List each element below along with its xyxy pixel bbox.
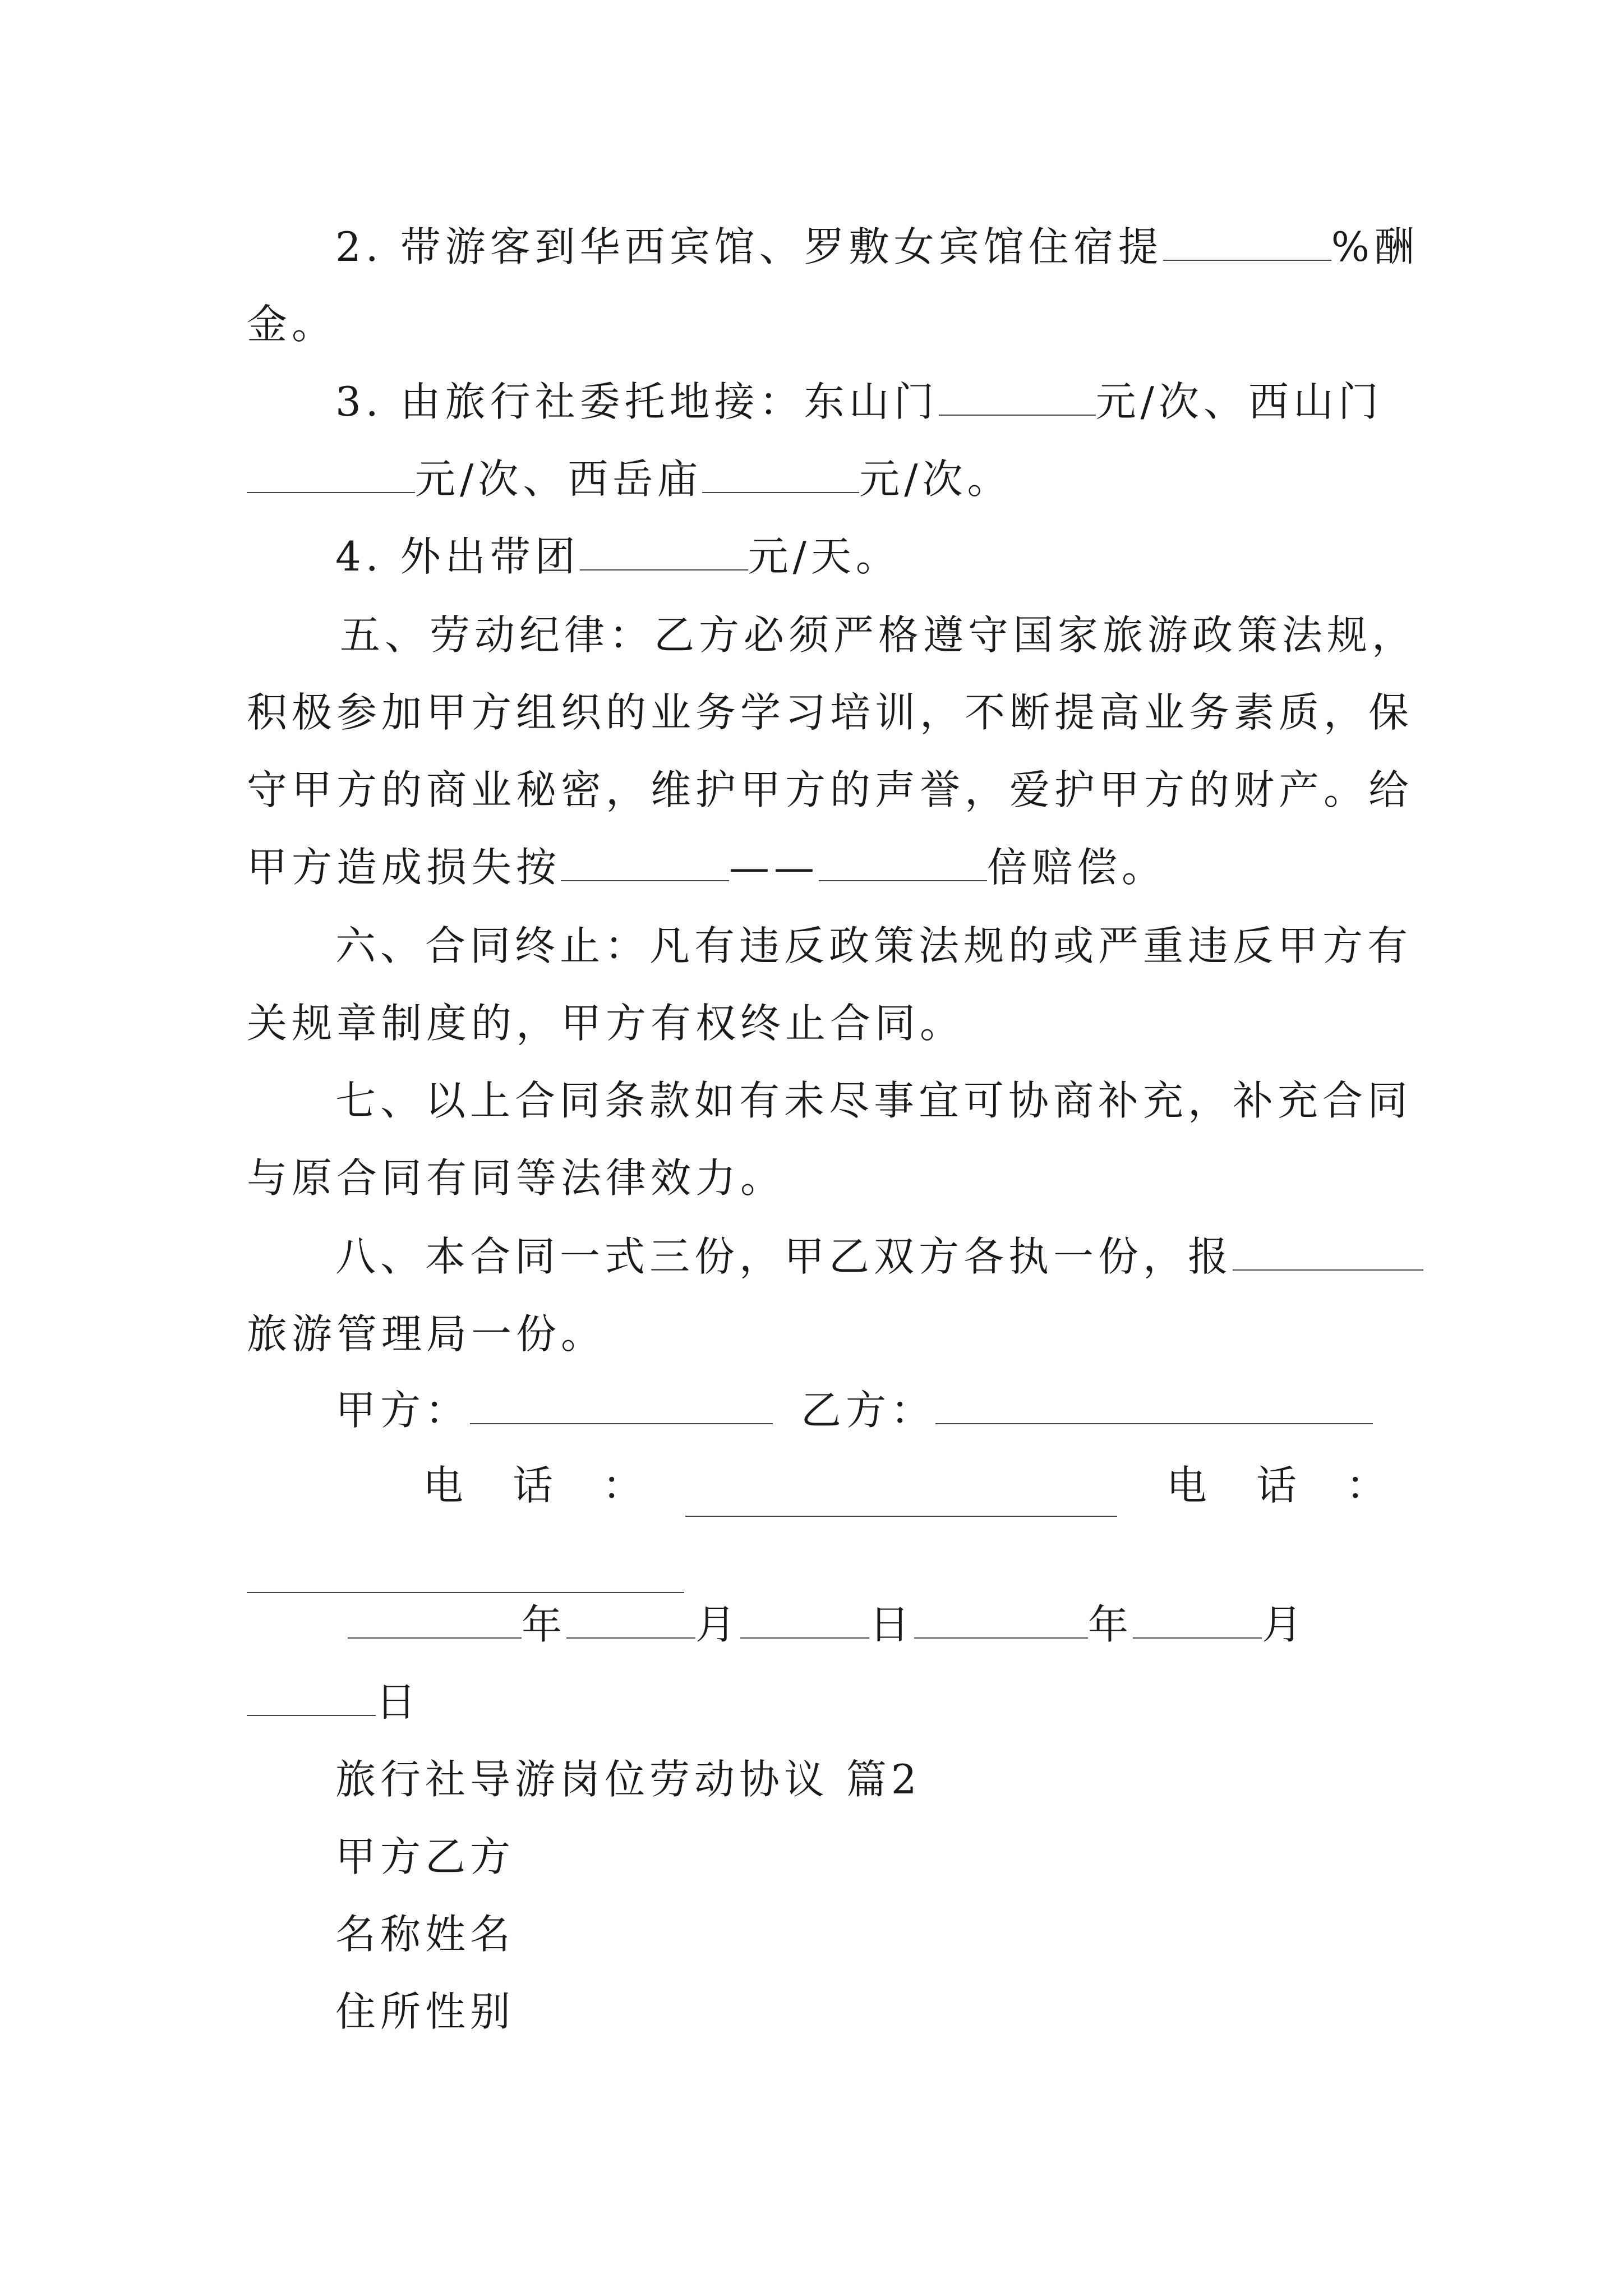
part2-title-text: 旅行社导游岗位劳动协议 篇2: [335, 1756, 921, 1803]
date-a-month-label: 月: [695, 1601, 741, 1648]
date-row-2: [247, 1674, 421, 1730]
part2-row1: [335, 1829, 515, 1885]
section5-text4a: 甲方造成损失按: [247, 844, 561, 891]
commission-blank[interactable]: [1163, 226, 1331, 261]
phone-b-label-row: [1166, 1457, 1391, 1513]
phone-a-label: 电 话 ：: [423, 1462, 648, 1509]
section5-text3: 守甲方的商业秘密，维护甲方的声誉，爱护甲方的财产。给: [247, 766, 1414, 813]
item3-text-b: 元/次、西山门: [1095, 378, 1383, 425]
item4-text-a: 4. 外出带团: [335, 533, 580, 580]
section5-text4b: 倍赔偿。: [987, 844, 1167, 891]
part2-row3-text: 住所性别: [335, 1988, 515, 2035]
date-b-year-field[interactable]: [914, 1604, 1088, 1639]
xishanmen-fee-blank[interactable]: [247, 458, 415, 493]
tour-daily-fee-blank[interactable]: [580, 536, 748, 570]
item3-line2: [247, 451, 1012, 507]
item2-line1: [335, 219, 1419, 275]
item3-text-a: 3. 由旅行社委托地接：东山门: [335, 378, 939, 425]
item3-text-d: 元/次。: [859, 455, 1012, 503]
date-a-day-label: 日: [869, 1601, 915, 1648]
signature-parties-row: [335, 1382, 1373, 1438]
compensation-max-blank[interactable]: [819, 846, 987, 881]
section6-text1: 六、合同终止：凡有违反政策法规的或严重违反甲方有: [335, 922, 1413, 969]
part2-row1-text: 甲方乙方: [335, 1833, 515, 1880]
date-b-month-label: 月: [1262, 1601, 1307, 1648]
item2-line2-text: 金。: [247, 301, 337, 348]
item2-line2: [247, 296, 336, 352]
section5-line1: [340, 607, 1417, 663]
party-a-field[interactable]: [470, 1389, 773, 1424]
date-a-day-field[interactable]: [740, 1604, 869, 1639]
date-b-day-label: 日: [376, 1678, 421, 1726]
phone-b-label: 电 话 ：: [1166, 1462, 1391, 1509]
part2-title: [335, 1751, 921, 1807]
phone-a-label-row: [423, 1457, 647, 1513]
section8-text1: 八、本合同一式三份，甲乙双方各执一份，报: [335, 1233, 1233, 1280]
dongshanmen-fee-blank[interactable]: [939, 381, 1096, 416]
section5-line2: [247, 684, 1413, 740]
phone-a-field[interactable]: [685, 1482, 1117, 1517]
item2-text: 2. 带游客到华西宾馆、罗敷女宾馆住宿提: [335, 223, 1163, 270]
section8-line2: [247, 1306, 606, 1362]
party-a-label: 甲方：: [335, 1387, 471, 1434]
section5-line3: [247, 762, 1413, 818]
part2-row2: [335, 1906, 515, 1962]
section7-line1: [335, 1073, 1412, 1129]
section8-text2: 旅游管理局一份。: [247, 1310, 606, 1358]
party-b-label: 乙方：: [801, 1387, 936, 1434]
section5-dash: ——: [729, 844, 819, 891]
section7-text1: 七、以上合同条款如有未尽事宜可协商补充，补充合同: [335, 1077, 1413, 1124]
section6-text2: 关规章制度的，甲方有权终止合同。: [247, 1000, 965, 1047]
date-row: [348, 1596, 1307, 1653]
date-b-month-field[interactable]: [1133, 1604, 1262, 1639]
xiyuemiao-fee-blank[interactable]: [702, 458, 859, 493]
party-b-field[interactable]: [935, 1389, 1373, 1424]
phone-b-field[interactable]: [247, 1558, 684, 1593]
date-a-year-label: 年: [522, 1601, 567, 1648]
date-a-year-field[interactable]: [348, 1604, 522, 1639]
section6-line1: [335, 918, 1412, 974]
compensation-min-blank[interactable]: [561, 846, 729, 881]
section6-line2: [247, 995, 965, 1051]
section7-text2: 与原合同有同等法律效力。: [247, 1154, 786, 1202]
item2-percent: %酬: [1331, 223, 1419, 270]
section5-line4: [247, 839, 1166, 895]
date-b-year-label: 年: [1088, 1601, 1133, 1648]
tourism-bureau-blank[interactable]: [1233, 1236, 1423, 1271]
date-b-day-field[interactable]: [247, 1681, 376, 1716]
item4-line1: [335, 528, 901, 585]
part2-row3: [335, 1984, 515, 2040]
section8-line1: [335, 1228, 1423, 1285]
section7-line2: [247, 1150, 785, 1206]
item3-line1: [335, 374, 1383, 430]
section5-text1: 五、劳动纪律：乙方必须严格遵守国家旅游政策法规，: [340, 611, 1417, 659]
date-a-month-field[interactable]: [566, 1604, 695, 1639]
part2-row2-text: 名称姓名: [335, 1911, 515, 1958]
item4-text-b: 元/天。: [748, 533, 901, 580]
section5-text2: 积极参加甲方组织的业务学习培训，不断提高业务素质，保: [247, 689, 1414, 736]
item3-text-c: 元/次、西岳庙: [415, 455, 703, 503]
